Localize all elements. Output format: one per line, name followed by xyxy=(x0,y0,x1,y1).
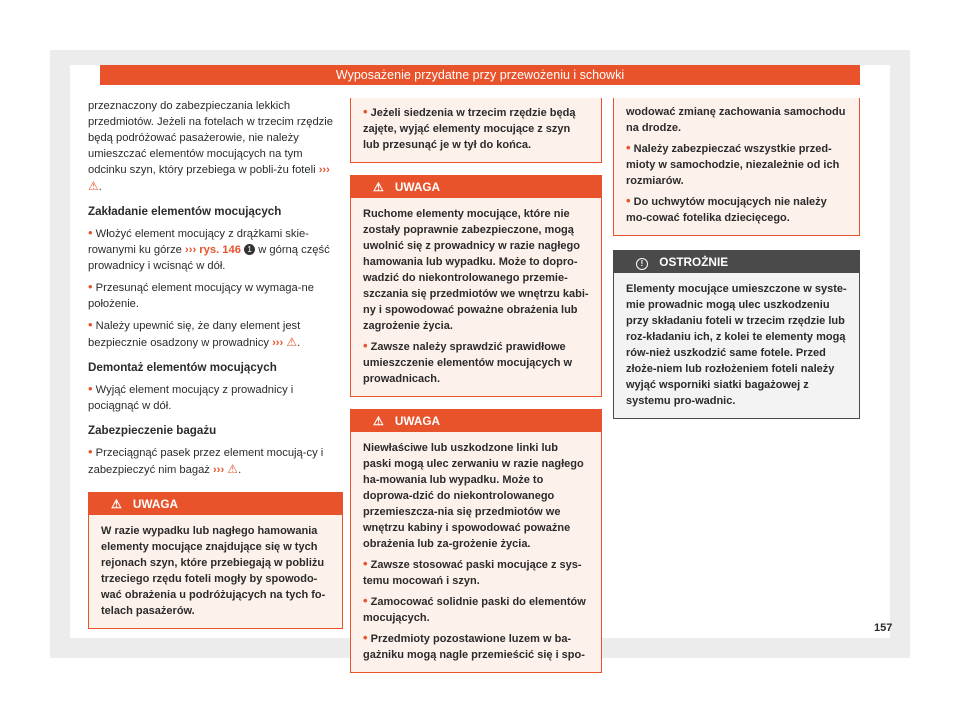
list-item: • Zawsze należy sprawdzić prawidłowe umieszczenie elementów mocujących w prowadnicach. xyxy=(363,338,573,385)
warning-triangle-icon: ⚠ xyxy=(373,180,384,194)
warning-box-body: W razie wypadku lub nagłego hamowania elementy mocujące znajdujące się w tych rejonach szyn, które przebiegają w pobliżu trzeciego rzędu foteli mogły by spowodo-wać obrażenia u podróżujących na tych fo-telach pasażerów. xyxy=(101,525,326,617)
page-number: 157 xyxy=(874,622,893,634)
bullet-dot-icon: • xyxy=(363,104,368,119)
warning-box-body: wodować zmianę zachowania samochodu na drodze. • Należy zabezpieczać wszystkie przed-mioty w samochodzie, niezależnie od ich rozmiarów. • Do uchwytów mocujących nie należy mo-cować fotelika dziecięcego. xyxy=(626,106,846,224)
warning-box-body: Ruchome elementy mocujące, które nie zostały poprawnie zabezpieczone, mogą uwolnić się z prowadnicy w razie nagłego hamowania lub wypadku. Może to dopro-wadzić do niekontrolowanego przemie-szczania się przedmiotów we wnętrzu kabi-ny i spowodować poważne obrażenia lub zagrożenie życia. • Zawsze należy sprawdzić prawidłowe umieszczenie elementów mocujących w prowadnicach. xyxy=(363,208,589,385)
column-left xyxy=(88,98,343,629)
bullet-dot-icon: • xyxy=(88,225,93,240)
bullet-dot-icon: • xyxy=(363,556,368,571)
list-item: • Zamocować solidnie paski do elementów mocujących. xyxy=(363,593,586,624)
list-item: • Do uchwytów mocujących nie należy mo-cować fotelika dziecięcego. xyxy=(626,193,827,224)
list-item: • Należy upewnić się, że dany element jest bezpiecznie osadzony w prowadnicy ››› ⚠. xyxy=(88,317,301,349)
warning-triangle-icon: ⚠ xyxy=(111,497,122,511)
warning-box xyxy=(350,409,602,673)
intro-text: przeznaczony do zabezpieczania lekkich przedmiotów. Jeżeli na fotelach w trzecim rzędzie będą podróżować pasażerowie, nie należy umieszczać elementów mocujących na tym odcinku szyn, który przebiega w pobli-żu foteli xyxy=(88,100,333,176)
bullet-dot-icon: • xyxy=(363,630,368,645)
warning-box-continued xyxy=(350,98,602,163)
heading-remove: Demontaż elementów mocujących xyxy=(88,361,277,374)
heading-secure: Zabezpieczenie bagażu xyxy=(88,424,217,437)
callout-number: 1 xyxy=(244,244,255,255)
cross-ref-arrow[interactable]: ››› xyxy=(185,244,197,256)
caution-box-header: ! OSTROŻNIE xyxy=(614,251,859,273)
bullet-dot-icon: • xyxy=(626,140,631,155)
list-item: • Należy zabezpieczać wszystkie przed-mioty w samochodzie, niezależnie od ich rozmiarów. xyxy=(626,140,840,187)
caution-box-body: Elementy mocujące umieszczone w syste-mie prowadnic mogą ulec uszkodzeniu przy składaniu foteli w trzecim rzędzie lub roz-kładaniu ich, z kolei te elementy mogą rów-nież uszkodzić same fotele. Przed złoże-niem lub rozłożeniem foteli należy wyjąć wsporniki siatki bagażowej z systemu pro-wadnic. xyxy=(626,283,847,407)
bullet-dot-icon: • xyxy=(626,193,631,208)
list-item: • Jeżeli siedzenia w trzecim rzędzie będą zajęte, wyjąć elementy mocujące z szyn lub przesunąć je w tył do końca. xyxy=(363,104,576,151)
list-item: • Zawsze stosować paski mocujące z sys-temu mocowań i szyn. xyxy=(363,556,582,587)
warning-triangle-icon: ⚠ xyxy=(286,335,298,349)
warning-box-header: ⚠ UWAGA xyxy=(89,493,342,515)
warning-box xyxy=(350,175,602,397)
heading-install: Zakładanie elementów mocujących xyxy=(88,205,282,218)
warning-box-header: ⚠ UWAGA xyxy=(351,410,601,432)
warning-triangle-icon: ⚠ xyxy=(227,462,239,476)
bullet-dot-icon: • xyxy=(363,338,368,353)
cross-ref-arrow[interactable]: ››› xyxy=(272,337,284,349)
warning-box xyxy=(88,492,343,629)
figure-link[interactable]: rys. 146 xyxy=(199,244,241,256)
list-item: • Przesunąć element mocujący w wymaga-ne położenie. xyxy=(88,279,314,310)
warning-triangle-icon: ⚠ xyxy=(88,179,99,193)
bullet-dot-icon: • xyxy=(88,381,93,396)
bullet-dot-icon: • xyxy=(363,593,368,608)
list-item: • Przedmioty pozostawione luzem w ba-gażniku mogą nagle przemieścić się i spo- xyxy=(363,630,585,661)
column-right xyxy=(613,98,860,419)
caution-box xyxy=(613,250,860,419)
bullet-dot-icon: • xyxy=(88,317,93,332)
bullet-dot-icon: • xyxy=(88,444,93,459)
warning-box-header: ⚠ UWAGA xyxy=(351,176,601,198)
list-item: • Wyjąć element mocujący z prowadnicy i pociągnąć w dół. xyxy=(88,381,294,412)
warning-box-body: Niewłaściwe lub uszkodzone linki lub paski mogą ulec zerwaniu w razie nagłego ha-mowania lub wypadku. Może to doprowa-dzić do niekontrolowanego przemieszcza-nia się przedmiotów we wnętrzu kabiny i spowodować poważne obrażenia lub za-grożenie życia. • Zawsze stosować paski mocujące z sys-temu mocowań i szyn. • Zamocować solidnie paski do elementów mocujących. • Przedmioty pozostawione luzem w ba-gażniku mogą nagle przemieścić się i spo- xyxy=(351,432,601,672)
column-middle xyxy=(350,98,602,673)
warning-box-continued xyxy=(613,98,860,236)
cross-ref-arrow[interactable]: ››› xyxy=(213,464,225,476)
warning-box-body xyxy=(351,98,601,162)
section-header: Wyposażenie przydatne przy przewożeniu i schowki xyxy=(100,65,860,85)
bullet-dot-icon: • xyxy=(88,279,93,294)
intro-paragraph: przeznaczony do zabezpieczania lekkich przedmiotów. Jeżeli na fotelach w trzecim rzędzie będą podróżować pasażerowie, nie należy umieszczać elementów mocujących na tym odcinku szyn, który przebiega w pobli-żu foteli ››› ⚠. xyxy=(88,100,333,193)
list-item: • Włożyć element mocujący z drążkami skie-rowanymi ku górze ››› rys. 146 1 w górną część prowadnicy i wcisnąć w dół. xyxy=(88,225,330,272)
info-circle-icon: ! xyxy=(636,258,648,270)
cross-ref-arrow[interactable]: ››› xyxy=(318,164,330,176)
list-item: • Przeciągnąć pasek przez element mocują-cy i zabezpieczyć nim bagaż ››› ⚠. xyxy=(88,444,324,476)
warning-triangle-icon: ⚠ xyxy=(373,414,384,428)
